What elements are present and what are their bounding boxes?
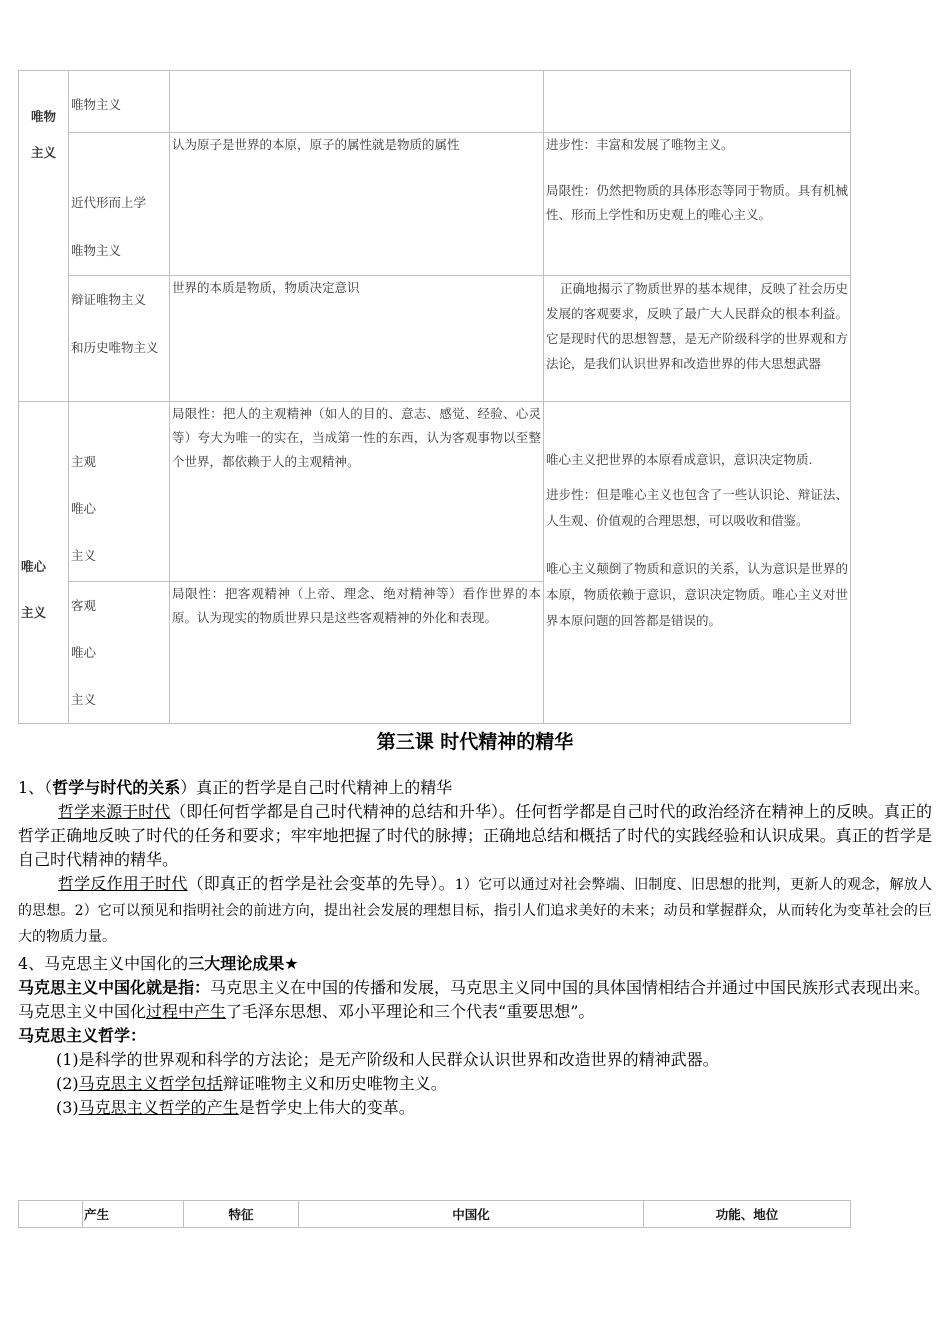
row-eval [544,71,851,133]
summary-header-table [18,1200,851,1228]
category-idealism [19,402,69,724]
philosophy-item: (2)马克思主义哲学包括辩证唯物主义和历史唯物主义。 [56,1074,447,1093]
header-cell: 中国化 [299,1201,644,1228]
section1-heading: 1、（哲学与时代的关系）真正的哲学是自己时代精神上的精华 [18,778,453,797]
lesson-title: 第三课 时代精神的精华 [376,731,574,753]
header-cell [19,1201,83,1228]
row-eval: 进步性：丰富和发展了唯物主义。 局限性：仍然把物质的具体形态等同于物质。具有机械性、形而上学性和历史观上的唯心主义。 [544,133,851,276]
header-cell: 功能、地位 [644,1201,851,1228]
row-view: 世界的本质是物质，物质决定意识 [170,276,544,402]
philosophy-item: (3)马克思主义哲学的产生是哲学史上伟大的变革。 [56,1098,415,1117]
lesson-body [18,776,932,1120]
header-cell: 特征 [184,1201,299,1228]
row-view: 局限性：把客观精神（上帝、理念、绝对精神等）看作世界的本原。认为现实的物质世界只是这些客观精神的外化和表现。 [170,582,544,724]
category-line: 主义 [21,605,47,620]
row-eval: 正确地揭示了物质世界的基本规律，反映了社会历史发展的客观要求，反映了最广大人民群众的根本利益。它是现时代的思想智慧，是无产阶级科学的世界观和方法论，是我们认识世界和改造世界的伟大思想武器 [544,276,851,402]
row-name: 主观 唯心 主义 [69,402,170,582]
row-eval: 唯心主义把世界的本原看成意识，意识决定物质. 进步性：但是唯心主义也包含了一些认识论、辩证法、人生观、价值观的合理思想，可以吸收和借鉴。 唯心主义颠倒了物质和意识的关系，认为意识是世界的本原，物质依赖于意识，意识决定物质。唯心主义对世界本原问题的回答都是错误的。 [544,402,851,724]
category-line: 主义 [30,145,56,160]
philosophy-item: (1)是科学的世界观和科学的方法论；是无产阶级和人民群众认识世界和改造世界的精神武器。 [56,1050,719,1069]
row-name: 唯物主义 [69,71,170,133]
section4-philosophy-label: 马克思主义哲学： [18,1026,147,1045]
category-line: 唯物 [30,109,56,124]
row-view: 局限性：把人的主观精神（如人的目的、意志、感觉、经验、心灵等）夸大为唯一的实在，当成第一性的东西，认为客观事物以至整个世界，都依赖于人的主观精神。 [170,402,544,582]
header-cell: 产生 [83,1201,184,1228]
row-name: 辩证唯物主义 和历史唯物主义 [69,276,170,402]
section1-para1: 哲学来源于时代（即任何哲学都是自己时代精神的总结和升华）。任何哲学都是自己时代的政治经济在精神上的反映。真正的哲学正确地反映了时代的任务和要求；牢牢地把握了时代的脉搏；正确地总结和概括了时代的实践经验和认识成果。真正的哲学是自己时代精神的精华。 [18,802,932,869]
row-view: 认为原子是世界的本原，原子的属性就是物质的属性 [170,133,544,276]
category-line: 唯心 [21,559,47,574]
section4-process: 马克思主义中国化过程中产生了毛泽东思想、邓小平理论和三个代表“重要思想”。 [18,1002,595,1021]
philosophy-comparison-table [18,70,851,724]
section4-heading: 4、马克思主义中国化的三大理论成果★ [18,954,299,973]
row-name: 客观 唯心 主义 [69,582,170,724]
row-view [170,71,544,133]
section4-definition: 马克思主义中国化就是指：马克思主义在中国的传播和发展，马克思主义同中国的具体国情相结合并通过中国民族形式表现出来。 [18,978,931,997]
category-materialism [19,71,69,402]
section1-para2: 哲学反作用于时代（即真正的哲学是社会变革的先导）。1）它可以通过对社会弊端、旧制度、旧思想的批判，更新人的观念，解放人的思想。2）它可以预见和指明社会的前进方向，提出社会发展的理想目标，指引人们追求美好的未来；动员和掌握群众，从而转化为变革社会的巨大的物质力量。 [18,874,932,945]
row-name: 近代形而上学 唯物主义 [69,133,170,276]
